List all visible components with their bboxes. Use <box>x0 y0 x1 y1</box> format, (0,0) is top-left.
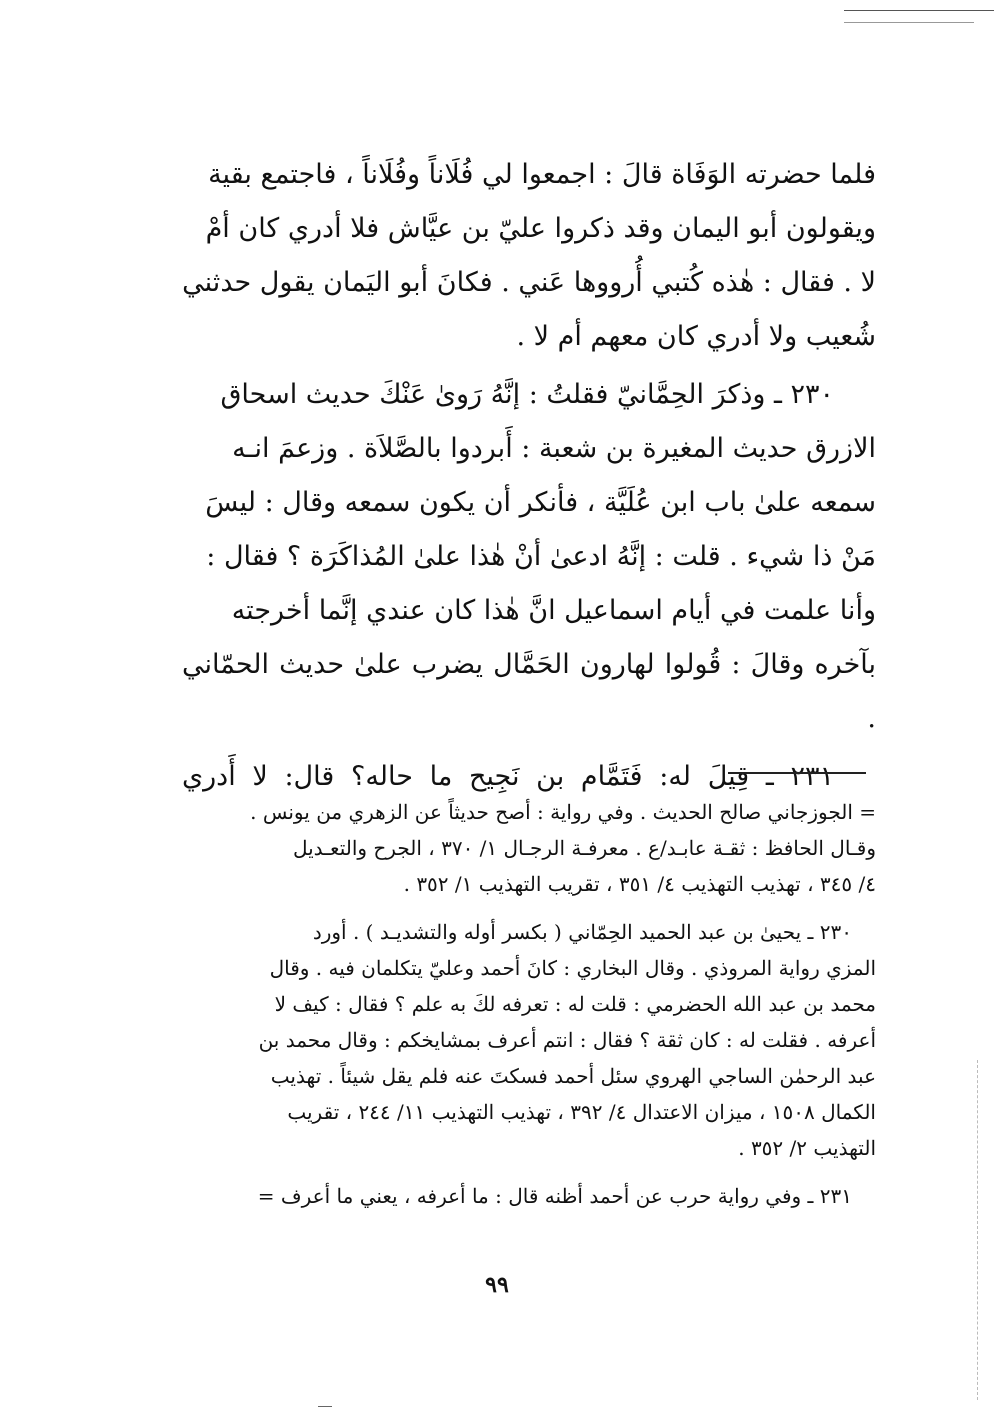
body-line: شُعيب ولا أدري كان معهم أم لا . <box>516 321 876 352</box>
scan-margin-marks <box>977 1060 978 1400</box>
footnote-line: الكمال ١٥٠٨ ، ميزان الاعتدال ٤/ ٣٩٢ ، تهذيب التهذيب ١١/ ٢٤٤ ، تقريب <box>287 1100 876 1124</box>
footnote-line: محمد بن عبد الله الحضرمي : قلت له : تعرفه لكَ به علم ؟ فقال : كيف لا <box>274 992 876 1016</box>
top-edge-line <box>844 10 994 11</box>
body-line: سمعه علىٰ باب ابن عُلَيَّة ، فأنكر أن يكون سمعه وقال : ليسَ <box>205 487 876 518</box>
footnote-continuation <box>170 794 876 902</box>
footnote-separator <box>728 772 866 774</box>
body-line: بآخره وقالَ : قُولوا لهارون الحَمَّال يضرب علىٰ حديث الحمّاني . <box>182 649 876 734</box>
body-paragraph-230 <box>182 368 876 746</box>
bottom-edge-mark <box>318 1406 332 1407</box>
top-edge-line-secondary <box>844 22 974 23</box>
body-line: ٢٣١ ـ قِيلَ له: فَتَمَّام بن نَجِيح ما حاله؟ قال: لا أَدري <box>182 761 834 792</box>
main-text <box>182 148 876 804</box>
body-paragraph-1 <box>182 148 876 364</box>
body-line: لا . فقال : هٰذه كُتبي أُرووها عَني . فكانَ أبو اليَمان يقول حدثني <box>182 267 876 298</box>
footnote-line: = الجوزجاني صالح الحديث . وفي رواية : أصح حديثاً عن الزهري من يونس . <box>250 800 876 824</box>
footnote-line: ٢٣٠ ـ يحيىٰ بن عبد الحميد الحِمّاني ( بكسر أوله والتشديـد ) . أورد <box>312 920 852 944</box>
page-number: ٩٩ <box>485 1272 509 1298</box>
body-line: وأنا علمت في أيام اسماعيل انَّ هٰذا كان عندي إنَّما أخرجته <box>231 595 876 626</box>
body-line: ويقولون أبو اليمان وقد ذكروا عليّ بن عيَّاش فلا أدري كان أمْ <box>205 213 876 244</box>
footnote-line: وقـال الحافظ : ثقـة عابـد/ع . معرفـة الرجـال ١/ ٣٧٠ ، الجرح والتعـديل <box>292 836 876 860</box>
body-line: ٢٣٠ ـ وذكرَ الحِمَّانيّ فقلتُ : إنَّهُ رَوىٰ عَنْكَ حديث اسحاق <box>220 379 834 410</box>
footnote-231 <box>170 1178 876 1214</box>
footnote-line: ٢٣١ ـ وفي رواية حرب عن أحمد أظنه قال : ما أعرفه ، يعني ما أعرف = <box>257 1184 852 1208</box>
footnote-line: التهذيب ٢/ ٣٥٢ . <box>738 1136 876 1160</box>
footnote-line: ٤/ ٣٤٥ ، تهذيب التهذيب ٤/ ٣٥١ ، تقريب التهذيب ١/ ٣٥٢ . <box>403 872 876 896</box>
footnote-line: أعرفه . فقلت له : كان ثقة ؟ فقال : انتم أعرف بمشايخكم : وقال محمد بن <box>258 1028 876 1052</box>
footnote-230 <box>170 914 876 1166</box>
body-line: فلما حضرته الوَفَاة قالَ : اجمعوا لي فُلَاناً وفُلَاناً ، فاجتمع بقية <box>208 159 876 190</box>
footnotes <box>170 794 876 1214</box>
body-line: مَنْ ذا شيء . قلت : إنَّهُ ادعىٰ أنْ هٰذا علىٰ المُذاكَرَة ؟ فقال : <box>206 541 876 572</box>
footnote-line: عبد الرحمٰن الساجي الهروي سئل أحمد فسكتَ عنه فلم يقل شيئاً . تهذيب <box>270 1064 876 1088</box>
body-line: الازرق حديث المغيرة بن شعبة : أَبردوا بالصَّلاَة . وزعمَ انـه <box>232 433 876 464</box>
footnote-line: المزي رواية المروذي . وقال البخاري : كانَ أحمد وعليّ يتكلمان فيه . وقال <box>269 956 876 980</box>
